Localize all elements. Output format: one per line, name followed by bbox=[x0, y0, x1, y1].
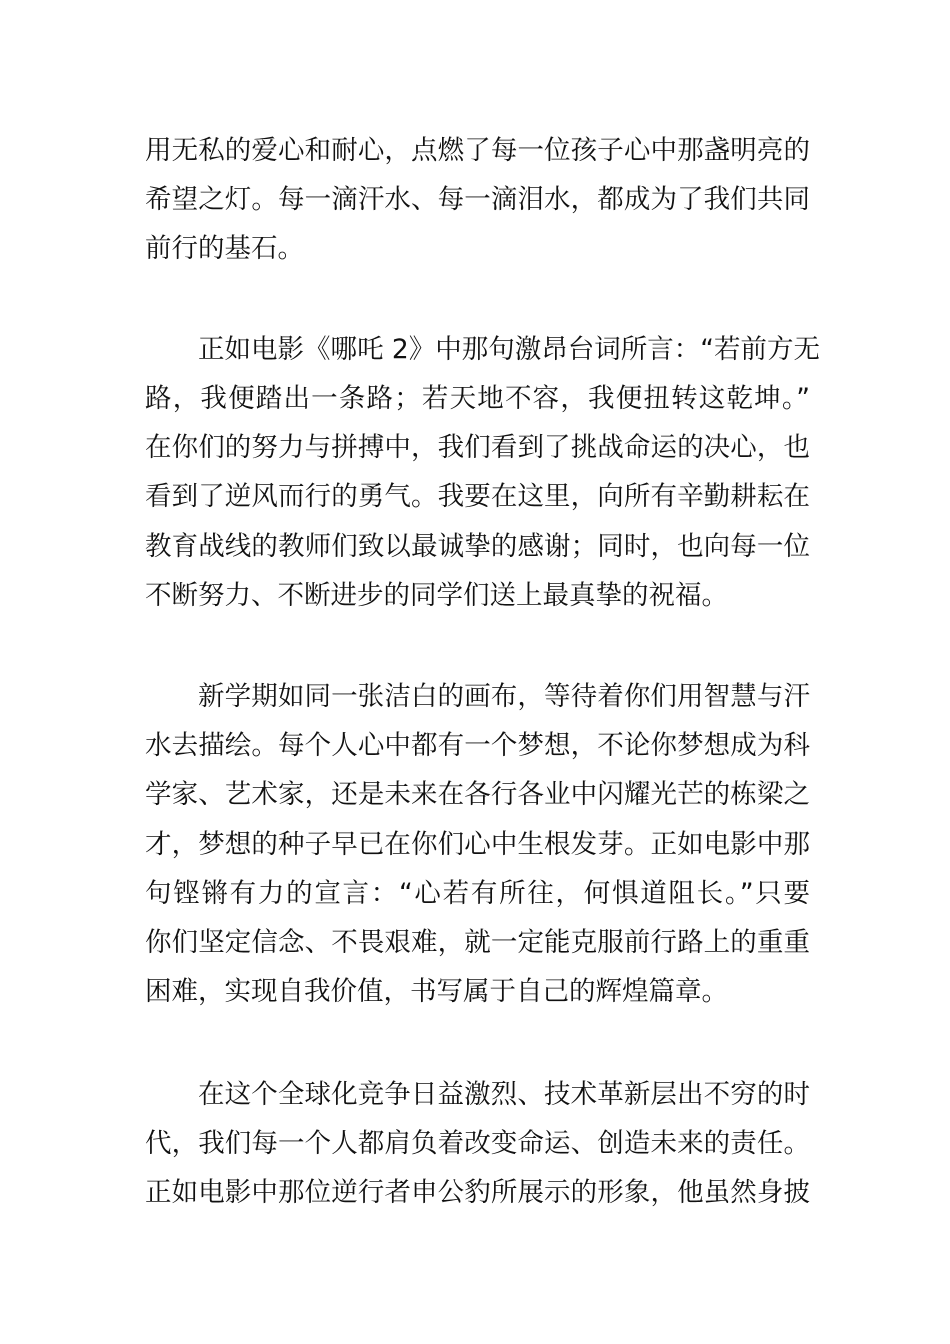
paragraph-4-line-1: 在这个全球化竞争日益激烈、技术革新层出不穷的时 bbox=[198, 1079, 810, 1110]
paragraph-3-line-1: 新学期如同一张洁白的画布，等待着你们用智慧与汗 bbox=[198, 681, 810, 712]
paragraph-3-line-6: 你们坚定信念、不畏艰难，就一定能克服前行路上的重重 bbox=[145, 927, 810, 958]
paragraph-1-line-2: 希望之灯。每一滴汗水、每一滴泪水，都成为了我们共同 bbox=[145, 184, 810, 215]
paragraph-2-line-4: 看到了逆风而行的勇气。我要在这里，向所有辛勤耕耘在 bbox=[145, 481, 810, 512]
paragraph-3-line-3: 学家、艺术家，还是未来在各行各业中闪耀光芒的栋梁之 bbox=[145, 779, 810, 810]
paragraph-2-line-6: 不断努力、不断进步的同学们送上最真挚的祝福。 bbox=[145, 580, 728, 611]
paragraph-3-line-2: 水去描绘。每个人心中都有一个梦想，不论你梦想成为科 bbox=[145, 730, 810, 761]
paragraph-1-line-1: 用无私的爱心和耐心，点燃了每一位孩子心中那盏明亮的 bbox=[145, 135, 810, 166]
paragraph-2-line-2: 路，我便踏出一条路；若天地不容，我便扭转这乾坤。” bbox=[145, 383, 810, 414]
paragraph-3-line-7: 困难，实现自我价值，书写属于自己的辉煌篇章。 bbox=[145, 976, 728, 1007]
paragraph-2-line-5: 教育战线的教师们致以最诚挚的感谢；同时，也向每一位 bbox=[145, 531, 810, 562]
paragraph-4-line-2: 代，我们每一个人都肩负着改变命运、创造未来的责任。 bbox=[145, 1128, 810, 1159]
paragraph-1-line-3: 前行的基石。 bbox=[145, 233, 304, 264]
paragraph-2-line-1: 正如电影《哪吒 2》中那句激昂台词所言：“若前方无 bbox=[198, 334, 821, 365]
paragraph-2-line-3: 在你们的努力与拼搏中，我们看到了挑战命运的决心，也 bbox=[145, 432, 810, 463]
paragraph-3-line-4: 才，梦想的种子早已在你们心中生根发芽。正如电影中那 bbox=[145, 829, 810, 860]
paragraph-3-line-5: 句铿锵有力的宣言：“心若有所往，何惧道阻长。”只要 bbox=[145, 878, 810, 909]
paragraph-4-line-3: 正如电影中那位逆行者申公豹所展示的形象，他虽然身披 bbox=[145, 1177, 810, 1208]
